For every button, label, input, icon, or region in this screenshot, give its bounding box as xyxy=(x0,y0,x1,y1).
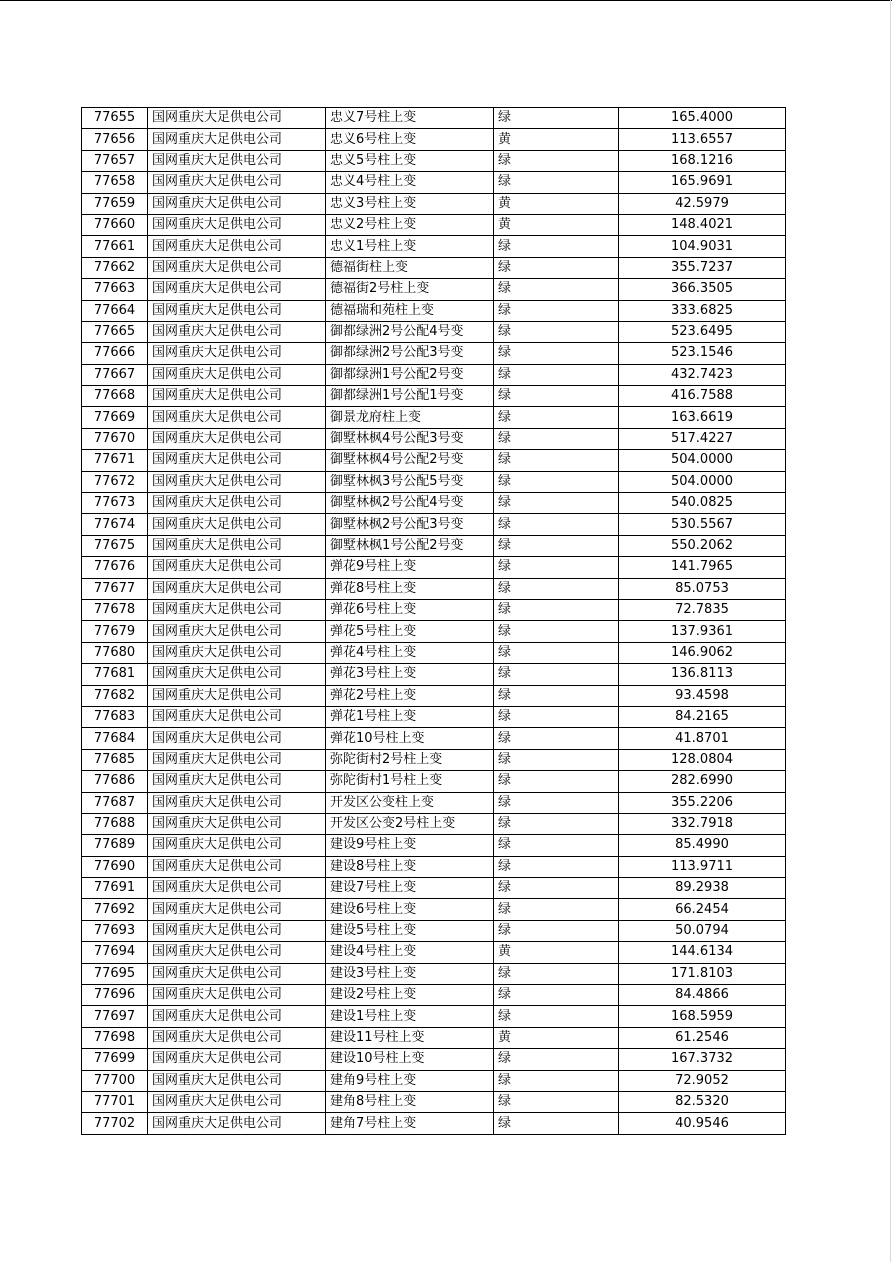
status-cell: 绿 xyxy=(494,257,619,278)
row-id-cell: 77695 xyxy=(82,963,148,984)
value-cell: 168.5959 xyxy=(619,1006,786,1027)
row-id-cell: 77674 xyxy=(82,514,148,535)
table-row xyxy=(82,621,786,642)
row-id-cell: 77662 xyxy=(82,257,148,278)
transformer-name-cell: 弥陀街村1号柱上变 xyxy=(326,771,494,792)
value-cell: 136.8113 xyxy=(619,664,786,685)
status-cell: 绿 xyxy=(494,471,619,492)
transformer-name-cell: 忠义2号柱上变 xyxy=(326,214,494,235)
status-cell: 绿 xyxy=(494,963,619,984)
table-row xyxy=(82,172,786,193)
value-cell: 141.7965 xyxy=(619,557,786,578)
table-row xyxy=(82,407,786,428)
table-row xyxy=(82,942,786,963)
row-id-cell: 77665 xyxy=(82,321,148,342)
table-row xyxy=(82,364,786,385)
company-cell: 国网重庆大足供电公司 xyxy=(148,150,326,171)
value-cell: 72.7835 xyxy=(619,599,786,620)
company-cell: 国网重庆大足供电公司 xyxy=(148,108,326,129)
status-cell: 绿 xyxy=(494,493,619,514)
table-row xyxy=(82,535,786,556)
table-row xyxy=(82,642,786,663)
company-cell: 国网重庆大足供电公司 xyxy=(148,407,326,428)
transformer-name-cell: 建角9号柱上变 xyxy=(326,1070,494,1091)
row-id-cell: 77697 xyxy=(82,1006,148,1027)
transformer-name-cell: 建设9号柱上变 xyxy=(326,835,494,856)
company-cell: 国网重庆大足供电公司 xyxy=(148,493,326,514)
company-cell: 国网重庆大足供电公司 xyxy=(148,899,326,920)
value-cell: 165.9691 xyxy=(619,172,786,193)
transformer-name-cell: 弹花2号柱上变 xyxy=(326,685,494,706)
table-row xyxy=(82,1091,786,1112)
transformer-name-cell: 御墅林枫2号公配3号变 xyxy=(326,514,494,535)
table-row xyxy=(82,428,786,449)
row-id-cell: 77688 xyxy=(82,813,148,834)
company-cell: 国网重庆大足供电公司 xyxy=(148,920,326,941)
row-id-cell: 77681 xyxy=(82,664,148,685)
value-cell: 530.5567 xyxy=(619,514,786,535)
table-row xyxy=(82,878,786,899)
table-body xyxy=(82,108,786,1135)
transformer-name-cell: 建角8号柱上变 xyxy=(326,1091,494,1112)
value-cell: 366.3505 xyxy=(619,279,786,300)
row-id-cell: 77676 xyxy=(82,557,148,578)
value-cell: 128.0804 xyxy=(619,749,786,770)
company-cell: 国网重庆大足供电公司 xyxy=(148,1049,326,1070)
row-id-cell: 77661 xyxy=(82,236,148,257)
value-cell: 171.8103 xyxy=(619,963,786,984)
company-cell: 国网重庆大足供电公司 xyxy=(148,428,326,449)
value-cell: 355.2206 xyxy=(619,792,786,813)
table-row xyxy=(82,920,786,941)
table-row xyxy=(82,514,786,535)
company-cell: 国网重庆大足供电公司 xyxy=(148,321,326,342)
row-id-cell: 77664 xyxy=(82,300,148,321)
transformer-name-cell: 忠义7号柱上变 xyxy=(326,108,494,129)
value-cell: 84.2165 xyxy=(619,706,786,727)
transformer-name-cell: 忠义3号柱上变 xyxy=(326,193,494,214)
row-id-cell: 77672 xyxy=(82,471,148,492)
company-cell: 国网重庆大足供电公司 xyxy=(148,514,326,535)
row-id-cell: 77692 xyxy=(82,899,148,920)
transformer-name-cell: 御墅林枫4号公配2号变 xyxy=(326,450,494,471)
row-id-cell: 77682 xyxy=(82,685,148,706)
row-id-cell: 77657 xyxy=(82,150,148,171)
transformer-name-cell: 弹花9号柱上变 xyxy=(326,557,494,578)
row-id-cell: 77671 xyxy=(82,450,148,471)
value-cell: 72.9052 xyxy=(619,1070,786,1091)
company-cell: 国网重庆大足供电公司 xyxy=(148,129,326,150)
company-cell: 国网重庆大足供电公司 xyxy=(148,471,326,492)
status-cell: 绿 xyxy=(494,364,619,385)
table-row xyxy=(82,386,786,407)
page-top-border xyxy=(0,0,892,1)
status-cell: 绿 xyxy=(494,920,619,941)
row-id-cell: 77670 xyxy=(82,428,148,449)
row-id-cell: 77686 xyxy=(82,771,148,792)
table-row xyxy=(82,835,786,856)
row-id-cell: 77666 xyxy=(82,343,148,364)
transformer-name-cell: 御景龙府柱上变 xyxy=(326,407,494,428)
value-cell: 89.2938 xyxy=(619,878,786,899)
row-id-cell: 77679 xyxy=(82,621,148,642)
table-row xyxy=(82,985,786,1006)
value-cell: 432.7423 xyxy=(619,364,786,385)
table-row xyxy=(82,450,786,471)
table-row xyxy=(82,557,786,578)
transformer-name-cell: 建设4号柱上变 xyxy=(326,942,494,963)
transformer-name-cell: 御墅林枫4号公配3号变 xyxy=(326,428,494,449)
status-cell: 绿 xyxy=(494,621,619,642)
value-cell: 85.4990 xyxy=(619,835,786,856)
value-cell: 504.0000 xyxy=(619,471,786,492)
transformer-name-cell: 御墅林枫2号公配4号变 xyxy=(326,493,494,514)
status-cell: 绿 xyxy=(494,172,619,193)
transformer-name-cell: 御墅林枫1号公配2号变 xyxy=(326,535,494,556)
table-row xyxy=(82,578,786,599)
table-row xyxy=(82,214,786,235)
transformer-name-cell: 建设10号柱上变 xyxy=(326,1049,494,1070)
value-cell: 84.4866 xyxy=(619,985,786,1006)
status-cell: 绿 xyxy=(494,985,619,1006)
row-id-cell: 77660 xyxy=(82,214,148,235)
transformer-name-cell: 弹花3号柱上变 xyxy=(326,664,494,685)
value-cell: 82.5320 xyxy=(619,1091,786,1112)
transformer-name-cell: 忠义6号柱上变 xyxy=(326,129,494,150)
company-cell: 国网重庆大足供电公司 xyxy=(148,792,326,813)
table-row xyxy=(82,300,786,321)
company-cell: 国网重庆大足供电公司 xyxy=(148,664,326,685)
status-cell: 绿 xyxy=(494,557,619,578)
table-row xyxy=(82,321,786,342)
row-id-cell: 77687 xyxy=(82,792,148,813)
company-cell: 国网重庆大足供电公司 xyxy=(148,642,326,663)
transformer-name-cell: 建设3号柱上变 xyxy=(326,963,494,984)
status-cell: 绿 xyxy=(494,856,619,877)
company-cell: 国网重庆大足供电公司 xyxy=(148,1006,326,1027)
transformer-name-cell: 德福瑞和苑柱上变 xyxy=(326,300,494,321)
company-cell: 国网重庆大足供电公司 xyxy=(148,386,326,407)
company-cell: 国网重庆大足供电公司 xyxy=(148,257,326,278)
company-cell: 国网重庆大足供电公司 xyxy=(148,1113,326,1134)
transformer-name-cell: 御都绿洲2号公配4号变 xyxy=(326,321,494,342)
transformer-name-cell: 弹花10号柱上变 xyxy=(326,728,494,749)
status-cell: 绿 xyxy=(494,343,619,364)
row-id-cell: 77677 xyxy=(82,578,148,599)
status-cell: 绿 xyxy=(494,279,619,300)
transformer-name-cell: 德福街柱上变 xyxy=(326,257,494,278)
value-cell: 40.9546 xyxy=(619,1113,786,1134)
transformer-name-cell: 德福街2号柱上变 xyxy=(326,279,494,300)
status-cell: 绿 xyxy=(494,578,619,599)
company-cell: 国网重庆大足供电公司 xyxy=(148,878,326,899)
value-cell: 148.4021 xyxy=(619,214,786,235)
transformer-name-cell: 建设5号柱上变 xyxy=(326,920,494,941)
transformer-name-cell: 御都绿洲1号公配1号变 xyxy=(326,386,494,407)
row-id-cell: 77691 xyxy=(82,878,148,899)
value-cell: 104.9031 xyxy=(619,236,786,257)
row-id-cell: 77656 xyxy=(82,129,148,150)
status-cell: 绿 xyxy=(494,236,619,257)
company-cell: 国网重庆大足供电公司 xyxy=(148,214,326,235)
row-id-cell: 77696 xyxy=(82,985,148,1006)
status-cell: 绿 xyxy=(494,1070,619,1091)
value-cell: 165.4000 xyxy=(619,108,786,129)
table-row xyxy=(82,963,786,984)
status-cell: 绿 xyxy=(494,386,619,407)
status-cell: 绿 xyxy=(494,813,619,834)
row-id-cell: 77700 xyxy=(82,1070,148,1091)
status-cell: 绿 xyxy=(494,535,619,556)
company-cell: 国网重庆大足供电公司 xyxy=(148,771,326,792)
row-id-cell: 77667 xyxy=(82,364,148,385)
transformer-name-cell: 弥陀街村2号柱上变 xyxy=(326,749,494,770)
company-cell: 国网重庆大足供电公司 xyxy=(148,364,326,385)
table-row xyxy=(82,856,786,877)
company-cell: 国网重庆大足供电公司 xyxy=(148,300,326,321)
status-cell: 绿 xyxy=(494,878,619,899)
company-cell: 国网重庆大足供电公司 xyxy=(148,621,326,642)
company-cell: 国网重庆大足供电公司 xyxy=(148,578,326,599)
row-id-cell: 77701 xyxy=(82,1091,148,1112)
status-cell: 绿 xyxy=(494,1006,619,1027)
value-cell: 517.4227 xyxy=(619,428,786,449)
value-cell: 50.0794 xyxy=(619,920,786,941)
status-cell: 绿 xyxy=(494,599,619,620)
company-cell: 国网重庆大足供电公司 xyxy=(148,535,326,556)
transformer-name-cell: 弹花8号柱上变 xyxy=(326,578,494,599)
transformer-name-cell: 开发区公变2号柱上变 xyxy=(326,813,494,834)
value-cell: 540.0825 xyxy=(619,493,786,514)
value-cell: 168.1216 xyxy=(619,150,786,171)
table-row xyxy=(82,193,786,214)
row-id-cell: 77655 xyxy=(82,108,148,129)
value-cell: 113.6557 xyxy=(619,129,786,150)
row-id-cell: 77663 xyxy=(82,279,148,300)
transformer-name-cell: 忠义4号柱上变 xyxy=(326,172,494,193)
value-cell: 333.6825 xyxy=(619,300,786,321)
value-cell: 550.2062 xyxy=(619,535,786,556)
company-cell: 国网重庆大足供电公司 xyxy=(148,1070,326,1091)
transformer-name-cell: 建设6号柱上变 xyxy=(326,899,494,920)
row-id-cell: 77690 xyxy=(82,856,148,877)
transformer-name-cell: 御都绿洲2号公配3号变 xyxy=(326,343,494,364)
table-row xyxy=(82,150,786,171)
value-cell: 355.7237 xyxy=(619,257,786,278)
table-row xyxy=(82,1027,786,1048)
table-row xyxy=(82,493,786,514)
value-cell: 146.9062 xyxy=(619,642,786,663)
company-cell: 国网重庆大足供电公司 xyxy=(148,856,326,877)
transformer-name-cell: 开发区公变柱上变 xyxy=(326,792,494,813)
row-id-cell: 77659 xyxy=(82,193,148,214)
status-cell: 绿 xyxy=(494,899,619,920)
table-row xyxy=(82,343,786,364)
company-cell: 国网重庆大足供电公司 xyxy=(148,1027,326,1048)
transformer-table xyxy=(81,107,786,1135)
table-row xyxy=(82,899,786,920)
table-row xyxy=(82,108,786,129)
company-cell: 国网重庆大足供电公司 xyxy=(148,749,326,770)
table-row xyxy=(82,728,786,749)
row-id-cell: 77698 xyxy=(82,1027,148,1048)
value-cell: 523.1546 xyxy=(619,343,786,364)
status-cell: 黄 xyxy=(494,129,619,150)
transformer-name-cell: 弹花5号柱上变 xyxy=(326,621,494,642)
status-cell: 绿 xyxy=(494,706,619,727)
row-id-cell: 77668 xyxy=(82,386,148,407)
table-row xyxy=(82,279,786,300)
company-cell: 国网重庆大足供电公司 xyxy=(148,963,326,984)
value-cell: 332.7918 xyxy=(619,813,786,834)
value-cell: 523.6495 xyxy=(619,321,786,342)
table-row xyxy=(82,236,786,257)
row-id-cell: 77685 xyxy=(82,749,148,770)
value-cell: 66.2454 xyxy=(619,899,786,920)
company-cell: 国网重庆大足供电公司 xyxy=(148,236,326,257)
transformer-name-cell: 忠义5号柱上变 xyxy=(326,150,494,171)
table-row xyxy=(82,599,786,620)
transformer-name-cell: 御都绿洲1号公配2号变 xyxy=(326,364,494,385)
value-cell: 85.0753 xyxy=(619,578,786,599)
status-cell: 绿 xyxy=(494,450,619,471)
status-cell: 绿 xyxy=(494,771,619,792)
status-cell: 绿 xyxy=(494,1091,619,1112)
transformer-name-cell: 建角7号柱上变 xyxy=(326,1113,494,1134)
company-cell: 国网重庆大足供电公司 xyxy=(148,813,326,834)
value-cell: 113.9711 xyxy=(619,856,786,877)
table-row xyxy=(82,664,786,685)
status-cell: 绿 xyxy=(494,428,619,449)
status-cell: 绿 xyxy=(494,664,619,685)
status-cell: 绿 xyxy=(494,150,619,171)
value-cell: 42.5979 xyxy=(619,193,786,214)
transformer-name-cell: 建设11号柱上变 xyxy=(326,1027,494,1048)
company-cell: 国网重庆大足供电公司 xyxy=(148,343,326,364)
value-cell: 137.9361 xyxy=(619,621,786,642)
company-cell: 国网重庆大足供电公司 xyxy=(148,557,326,578)
value-cell: 144.6134 xyxy=(619,942,786,963)
transformer-name-cell: 弹花4号柱上变 xyxy=(326,642,494,663)
transformer-name-cell: 建设2号柱上变 xyxy=(326,985,494,1006)
value-cell: 282.6990 xyxy=(619,771,786,792)
company-cell: 国网重庆大足供电公司 xyxy=(148,193,326,214)
value-cell: 61.2546 xyxy=(619,1027,786,1048)
row-id-cell: 77669 xyxy=(82,407,148,428)
status-cell: 绿 xyxy=(494,749,619,770)
status-cell: 绿 xyxy=(494,1049,619,1070)
status-cell: 黄 xyxy=(494,214,619,235)
row-id-cell: 77658 xyxy=(82,172,148,193)
value-cell: 93.4598 xyxy=(619,685,786,706)
table-row xyxy=(82,749,786,770)
company-cell: 国网重庆大足供电公司 xyxy=(148,835,326,856)
row-id-cell: 77673 xyxy=(82,493,148,514)
value-cell: 163.6619 xyxy=(619,407,786,428)
table-row xyxy=(82,1006,786,1027)
company-cell: 国网重庆大足供电公司 xyxy=(148,728,326,749)
row-id-cell: 77702 xyxy=(82,1113,148,1134)
row-id-cell: 77678 xyxy=(82,599,148,620)
transformer-name-cell: 忠义1号柱上变 xyxy=(326,236,494,257)
status-cell: 绿 xyxy=(494,514,619,535)
row-id-cell: 77680 xyxy=(82,642,148,663)
row-id-cell: 77693 xyxy=(82,920,148,941)
status-cell: 黄 xyxy=(494,1027,619,1048)
table-row xyxy=(82,1070,786,1091)
company-cell: 国网重庆大足供电公司 xyxy=(148,279,326,300)
status-cell: 绿 xyxy=(494,685,619,706)
status-cell: 绿 xyxy=(494,321,619,342)
status-cell: 绿 xyxy=(494,300,619,321)
transformer-name-cell: 建设1号柱上变 xyxy=(326,1006,494,1027)
row-id-cell: 77689 xyxy=(82,835,148,856)
row-id-cell: 77684 xyxy=(82,728,148,749)
transformer-name-cell: 弹花1号柱上变 xyxy=(326,706,494,727)
value-cell: 167.3732 xyxy=(619,1049,786,1070)
company-cell: 国网重庆大足供电公司 xyxy=(148,685,326,706)
status-cell: 绿 xyxy=(494,835,619,856)
value-cell: 41.8701 xyxy=(619,728,786,749)
table-row xyxy=(82,471,786,492)
row-id-cell: 77683 xyxy=(82,706,148,727)
table-row xyxy=(82,792,786,813)
table-row xyxy=(82,706,786,727)
status-cell: 黄 xyxy=(494,193,619,214)
status-cell: 绿 xyxy=(494,642,619,663)
value-cell: 416.7588 xyxy=(619,386,786,407)
company-cell: 国网重庆大足供电公司 xyxy=(148,172,326,193)
company-cell: 国网重庆大足供电公司 xyxy=(148,599,326,620)
company-cell: 国网重庆大足供电公司 xyxy=(148,1091,326,1112)
transformer-name-cell: 弹花6号柱上变 xyxy=(326,599,494,620)
status-cell: 绿 xyxy=(494,1113,619,1134)
table-row xyxy=(82,771,786,792)
transformer-name-cell: 建设8号柱上变 xyxy=(326,856,494,877)
page-right-edge xyxy=(890,0,891,1262)
transformer-name-cell: 建设7号柱上变 xyxy=(326,878,494,899)
table-row xyxy=(82,1113,786,1134)
table-row xyxy=(82,685,786,706)
status-cell: 绿 xyxy=(494,407,619,428)
table-row xyxy=(82,129,786,150)
row-id-cell: 77699 xyxy=(82,1049,148,1070)
table-row xyxy=(82,813,786,834)
company-cell: 国网重庆大足供电公司 xyxy=(148,706,326,727)
company-cell: 国网重庆大足供电公司 xyxy=(148,450,326,471)
status-cell: 绿 xyxy=(494,108,619,129)
status-cell: 绿 xyxy=(494,792,619,813)
status-cell: 绿 xyxy=(494,728,619,749)
value-cell: 504.0000 xyxy=(619,450,786,471)
transformer-name-cell: 御墅林枫3号公配5号变 xyxy=(326,471,494,492)
company-cell: 国网重庆大足供电公司 xyxy=(148,942,326,963)
row-id-cell: 77694 xyxy=(82,942,148,963)
row-id-cell: 77675 xyxy=(82,535,148,556)
table-row xyxy=(82,1049,786,1070)
status-cell: 黄 xyxy=(494,942,619,963)
table-row xyxy=(82,257,786,278)
company-cell: 国网重庆大足供电公司 xyxy=(148,985,326,1006)
